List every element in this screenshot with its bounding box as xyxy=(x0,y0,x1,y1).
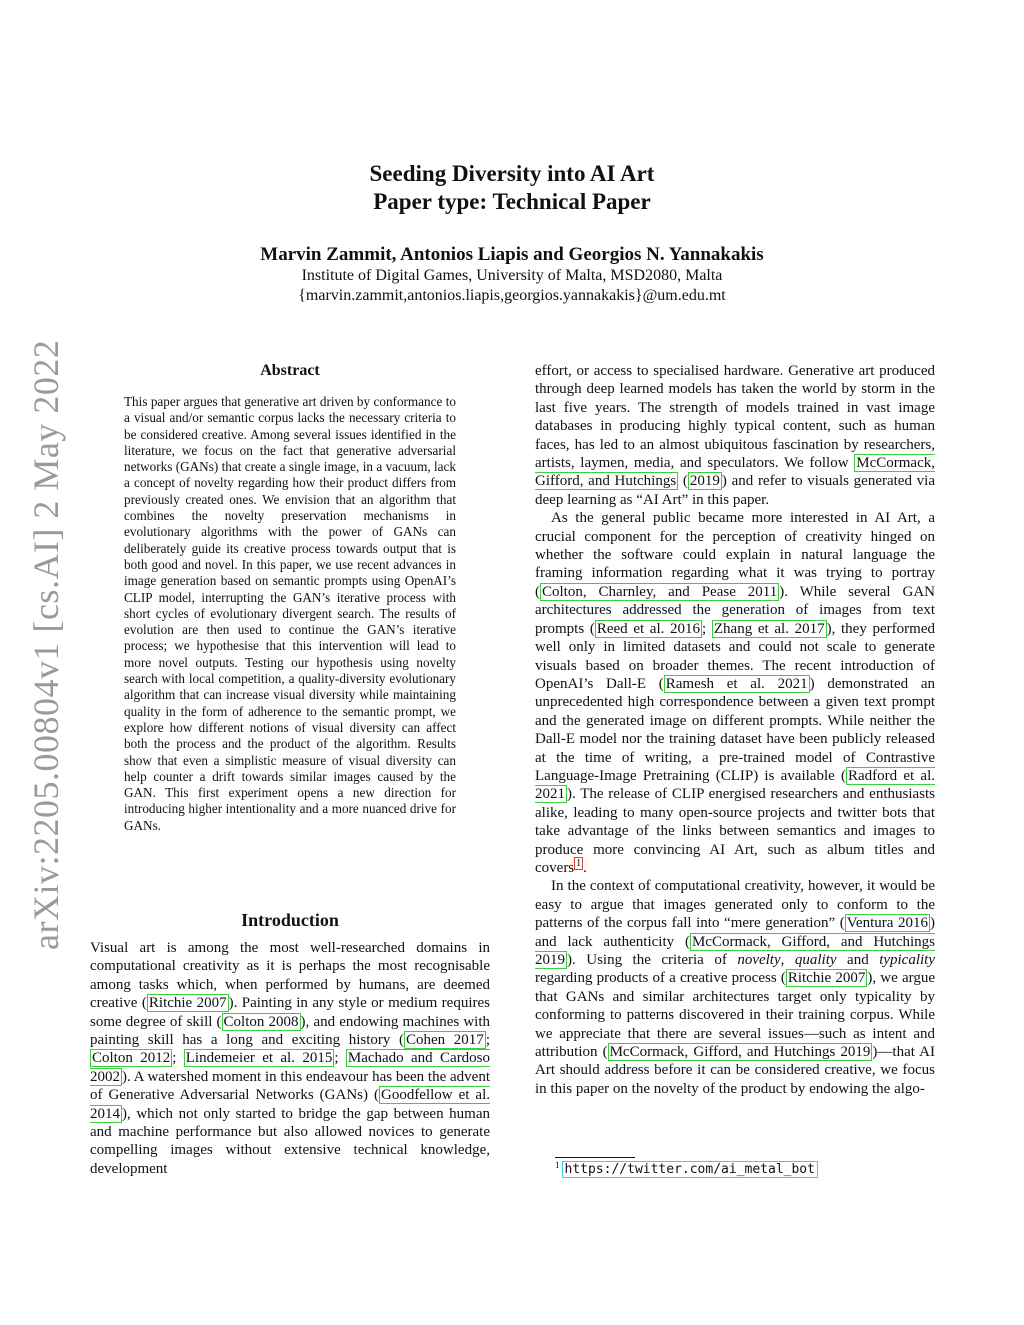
emails: {marvin.zammit,antonios.liapis,georgios.yannakakis}@um.edu.mt xyxy=(298,287,726,304)
citation-link[interactable]: Radford et al. 2021 xyxy=(535,767,935,803)
title-block xyxy=(0,160,1024,216)
footnote-marker-link[interactable]: 1 xyxy=(576,857,582,869)
citation-link[interactable]: Machado and Cardoso 2002 xyxy=(90,1050,491,1085)
citation-link[interactable]: Goodfellow et al. 2014 xyxy=(90,1087,490,1122)
abstract-section xyxy=(124,362,456,834)
arxiv-identifier: arXiv:2205.00804v1 [cs.AI] 2 May 2022 xyxy=(26,339,66,951)
citation-link[interactable]: Ramesh et al. 2021 xyxy=(665,675,808,692)
footnote-url-link[interactable]: https://twitter.com/ai_metal_bot xyxy=(562,1161,818,1178)
abstract-text: This paper argues that generative art driven by conformance to a visual and/or semantic corpus lacks the necessary criteria to be considered creative. Among several issues identified in the literature, we focus on the fact that generative adversarial networks (GANs) that create a single image, in a vacuum, lack a concept of novelty regarding how their product differs from previously created ones. We envision that an algorithm that combines the novelty preservation mechanisms in evolutionary algorithms with the power of GANs can deliberately guide its creative process towards output that is both good and novel. In this paper, we use recent advances in image generation based on semantic prompts using OpenAI’s CLIP model, interrupting the GAN’s iterative process with short cycles of evolutionary divergent search. The results of evolution are then used to continue the GAN’s iterative process; we hypothesise that this intervention will lead to more novel outputs. Testing our hypothesis using novelty search with local competition, a quality-diversity evolutionary algorithm that can increase visual diversity while maintaining quality in the form of adherence to the semantic prompt, we explore how different notions of visual diversity can affect both the process and the product of the algorithm. Results show that even a simplistic measure of visual diversity can help counter a drift towards similar images caused by the GAN. This first experiment opens a new direction for introducing higher intentionality and a more nuanced drive for GANs. xyxy=(124,394,456,833)
citation-link[interactable]: 2019 xyxy=(689,473,720,490)
affiliation-block xyxy=(0,266,1024,306)
authors: Marvin Zammit, Antonios Liapis and Georgios N. Yannakakis xyxy=(260,244,764,265)
body-paragraph: effort, or access to specialised hardware. Generative art produced through deep learned models has taken the world by storm in the last five years. The strength of models trained in vast image databases in producing highly typical content, such as human faces, has led to an almost ubiquitous fascination by researchers, artists, laymen, media, and speculators. We follow McCormack, Gifford, and Hutchings ( 2019 ) and refer to visuals generated via deep learning as “AI Art” in this paper. xyxy=(535,363,935,508)
affiliation: Institute of Digital Games, University of Malta, MSD2080, Malta xyxy=(301,267,723,284)
intro-paragraph: Visual art is among the most well-researched domains in computational creativity as it is perhaps the most recognisable among tasks which, when performed by humans, are deemed creative ( Ritchie 2007 ). Painting in any style or medium requires some degree of skill ( Colton 2008 ), and endowing machines with painting skill has a long and exciting history ( Cohen 2017 ; Colton 2012 ; Lindemeier et al. 2015 ; Machado and Cardoso 2002 ). A watershed moment in this endeavour has been the advent of Generative Adversarial Networks (GANs) ( Goodfellow et al. 2014 ), which not only started to bridge the gap between human and machine performance but also allowed novices to generate compelling images without extensive technical knowledge, development xyxy=(90,940,491,1177)
citation-link[interactable]: Cohen 2017 xyxy=(406,1032,484,1049)
right-column xyxy=(535,362,935,1098)
citation-link[interactable]: Ventura 2016 xyxy=(846,915,928,932)
introduction-section xyxy=(90,910,490,1178)
citation-link[interactable]: Colton, Charnley, and Pease 2011 xyxy=(542,583,778,600)
citation-link[interactable]: Reed et al. 2016 xyxy=(596,620,701,637)
citation-link[interactable]: Ritchie 2007 xyxy=(148,995,227,1012)
paper-type: Paper type: Technical Paper xyxy=(373,189,651,214)
footnote xyxy=(555,1160,818,1177)
body-paragraph: As the general public became more interested in AI Art, a crucial component for the perception of creativity hinged on whether the software could explain in natural language the framing information regarding what it was trying to portray ( Colton, Charnley, and Pease 2011 ). While several GAN architectures addressed the generation of images from text prompts ( Reed et al. 2016 ; Zhang et al. 2017 ), they performed well only in limited datasets and could not scale to generate visuals based on broader themes. The recent introduction of OpenAI’s Dall-E ( Ramesh et al. 2021 ) demonstrated an unprecedented high correspondence between a given text prompt and the generated image on different prompts. While neither the Dall-E model nor the training dataset have been publicly released at the time of writing, a pre-trained model of Contrastive Language-Image Pretraining (CLIP) is available ( Radford et al. 2021 ). The release of CLIP energised researchers and enthusiasts alike, leading to many open-source projects and twitter bots that take advantage of the links between semantics and images to produce more convincing AI Art, such as album titles and covers $^1$ . xyxy=(535,510,935,876)
footnote-divider xyxy=(555,1157,635,1158)
footnote-number: 1 xyxy=(555,1160,560,1170)
citation-link[interactable]: Colton 2012 xyxy=(92,1050,171,1067)
introduction-heading: Introduction xyxy=(241,910,339,930)
citation-link[interactable]: McCormack, Gifford, and Hutchings 2019 xyxy=(535,933,935,968)
citation-link[interactable]: Lindemeier et al. 2015 xyxy=(185,1050,333,1067)
abstract-heading: Abstract xyxy=(260,362,320,379)
paper-title: Seeding Diversity into AI Art xyxy=(369,161,655,186)
body-paragraph: In the context of computational creativity, however, it would be easy to argue that images generated only to conform to the patterns of the corpus fall into “mere generation” ( Ventura 2016 ) and lack authenticity ( McCormack, Gifford, and Hutchings 2019 ). Using the criteria of novelty, quality and typicality regarding products of a creative process ( Ritchie 2007 ), we argue that GANs and similar architectures target only typicality by conforming to patterns discovered in their training corpus. While we appreciate that there are several issues—such as intent and attribution ( McCormack, Gifford, and Hutchings 2019 )—that AI Art should address before it can be considered creative, we focus in this paper on the novelty of the product by endowing the algo- xyxy=(535,878,936,1097)
citation-link[interactable]: Colton 2008 xyxy=(223,1013,299,1030)
citation-link[interactable]: Ritchie 2007 xyxy=(787,970,866,987)
citation-link[interactable]: Zhang et al. 2017 xyxy=(713,620,825,637)
citation-link[interactable]: McCormack, Gifford, and Hutchings xyxy=(535,455,935,490)
citation-link[interactable]: McCormack, Gifford, and Hutchings 2019 xyxy=(609,1044,871,1061)
